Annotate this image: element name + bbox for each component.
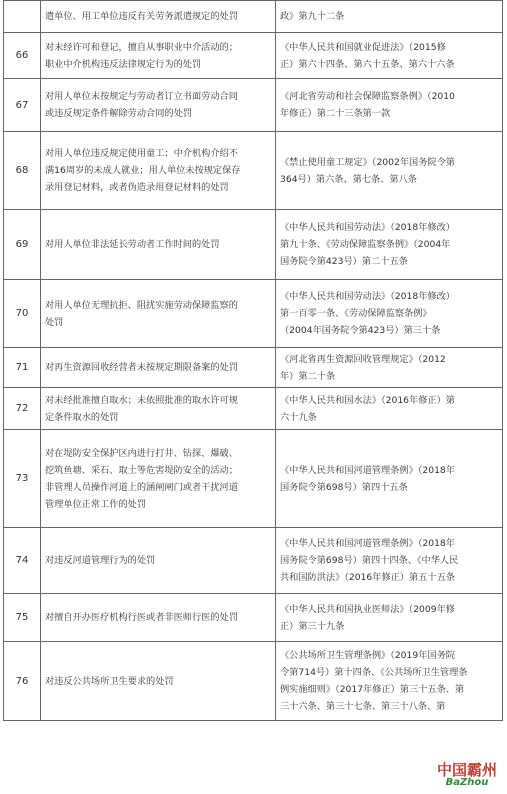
row-number: 70 [4, 280, 41, 348]
table-row [4, 79, 503, 132]
watermark-english: BaZhou [445, 777, 489, 788]
description-line: 对在堤防安全保护区内进行打井、钻探、爆破、 [45, 447, 238, 459]
row-number: 74 [4, 528, 41, 594]
penalty-description [41, 210, 276, 280]
description-line: 对违反公共场所卫生要求的处罚 [45, 675, 174, 687]
watermark-chinese: 中国霸州 [436, 761, 497, 779]
legal-basis [276, 210, 503, 280]
legal-basis [276, 1, 503, 33]
description-line: 对再生资源回收经营者未按规定期限备案的处罚 [45, 362, 238, 373]
description-line: 对未经批准擅自取水；未依照批准的取水许可规 [45, 394, 238, 406]
basis-line: 《中华人民共和国河道管理条例》（2018年 [280, 538, 455, 549]
basis-line: 共和国防洪法》（2016年修正）第五十五条 [280, 572, 455, 583]
description-line: 挖筑鱼塘、采石、取土等危害堤防安全的活动； [45, 464, 238, 476]
penalty-description [41, 594, 276, 642]
row-number: 72 [4, 388, 41, 430]
basis-line: 令第714号）第十四条、《公共场所卫生管理条 [280, 667, 468, 678]
basis-line: 正）第三十九条 [280, 620, 345, 632]
row-number: 76 [4, 642, 41, 721]
description-line: 对用人单位未按规定与劳动者订立书面劳动合同 [45, 91, 238, 102]
basis-line: 第一百零一条、《劳动保障监察条例》 [280, 308, 432, 319]
description-line: 录用登记材料，或者伪造录用登记材料的处罚 [45, 182, 229, 193]
basis-line: 《河北省再生资源回收管理规定》（2012 [280, 353, 446, 365]
penalty-description [41, 79, 276, 132]
table-row [4, 528, 503, 594]
basis-line: 三十六条、第三十七条、第三十八条、第 [280, 701, 446, 712]
description-line: 非管理人员操作河道上的涵闸闸门或者干扰河道 [45, 481, 238, 493]
penalty-description [41, 33, 276, 79]
penalty-description [41, 430, 276, 528]
legal-basis [276, 594, 503, 642]
penalty-description [41, 1, 276, 33]
basis-line: 政》第九十二条 [280, 11, 345, 22]
legal-basis [276, 388, 503, 430]
description-line: 对擅自开办医疗机构行医或者非医师行医的处罚 [45, 612, 238, 623]
row-number: 67 [4, 79, 41, 132]
table-row [4, 1, 503, 33]
row-number: 68 [4, 132, 41, 210]
description-line: 对用人单位无理抗拒、阻扰实施劳动保障监察的 [45, 299, 238, 311]
description-line: 或违反规定条件解除劳动合同的处罚 [45, 108, 192, 119]
basis-line: 《禁止使用童工规定》（2002年国务院令第 [280, 156, 455, 168]
legal-basis [276, 348, 503, 388]
basis-line: 《中华人民共和国就业促进法》（2015修 [280, 41, 446, 53]
basis-line: 年）第二十条 [280, 370, 336, 382]
legal-basis [276, 528, 503, 594]
row-number [4, 1, 41, 33]
table-row [4, 210, 503, 280]
basis-line: 《中华人民共和国执业医师法》（2009年修 [280, 603, 455, 615]
description-line: 对未经许可和登记，擅自从事职业中介活动的； [45, 41, 238, 53]
table-row [4, 33, 503, 79]
basis-line: 年修正）第二十三条第一款 [280, 108, 391, 119]
legal-basis [276, 132, 503, 210]
row-number: 73 [4, 430, 41, 528]
description-line: 职业中介机构违反法律规定行为的处罚 [45, 58, 202, 70]
basis-line: 国务院令第698号）第四十四条、《中华人民 [280, 555, 459, 566]
row-number: 71 [4, 348, 41, 388]
description-line: 对用人单位非法延长劳动者工作时间的处罚 [45, 239, 220, 250]
basis-line: 《中华人民共和国河道管理条例》（2018年 [280, 464, 455, 476]
basis-line: 第九十条、《劳动保障监察条例》（2004年 [280, 239, 451, 250]
table-row [4, 132, 503, 210]
basis-line: （2004年国务院令第423号）第三十条 [280, 325, 441, 336]
description-line: 对违反河道管理行为的处罚 [45, 555, 156, 566]
description-line: 遣单位、用工单位违反有关劳务派遣规定的处罚 [45, 11, 238, 22]
penalty-description [41, 348, 276, 388]
law-table [3, 0, 503, 721]
description-line: 定条件取水的处罚 [45, 411, 119, 423]
table-row [4, 430, 503, 528]
basis-line: 国务院令第698号）第四十五条 [280, 481, 408, 493]
description-line: 管理单位正常工作的处罚 [45, 498, 147, 510]
table-row [4, 594, 503, 642]
basis-line: 《中华人民共和国劳动法》（2018年修改） [280, 222, 455, 233]
legal-basis [276, 280, 503, 348]
watermark-logo [437, 763, 497, 788]
table-row [4, 280, 503, 348]
penalty-description [41, 280, 276, 348]
description-line: 对用人单位违反规定使用童工；中介机构介绍不 [45, 148, 238, 159]
legal-basis [276, 430, 503, 528]
basis-line: 364号）第六条、第七条、第八条 [280, 173, 417, 185]
basis-line: 国务院令第423号）第二十五条 [280, 256, 408, 267]
penalty-description [41, 528, 276, 594]
row-number: 69 [4, 210, 41, 280]
basis-line: 《河北省劳动和社会保障监察条例》（2010 [280, 91, 455, 102]
description-line: 满16周岁的未成人就业；用人单位未按规定保存 [45, 165, 241, 176]
penalty-description [41, 132, 276, 210]
row-number: 75 [4, 594, 41, 642]
basis-line: 《中华人民共和国水法》（2016年修正）第 [280, 394, 455, 406]
row-number: 66 [4, 33, 41, 79]
basis-line: 正）第六十四条、第六十五条、第六十六条 [280, 58, 455, 70]
table-row [4, 388, 503, 430]
basis-line: 例实施细则》（2017年修正）第三十五条、第 [280, 684, 465, 695]
basis-line: 六十九条 [280, 411, 317, 423]
basis-line: 《中华人民共和国劳动法》（2018年修改） [280, 291, 455, 302]
legal-basis [276, 79, 503, 132]
basis-line: 《公共场所卫生管理条例》（2019年国务院 [280, 650, 455, 661]
penalty-description [41, 388, 276, 430]
penalty-description [41, 642, 276, 721]
description-line: 处罚 [45, 316, 64, 328]
table-row [4, 642, 503, 721]
legal-basis [276, 642, 503, 721]
table-row [4, 348, 503, 388]
legal-basis [276, 33, 503, 79]
